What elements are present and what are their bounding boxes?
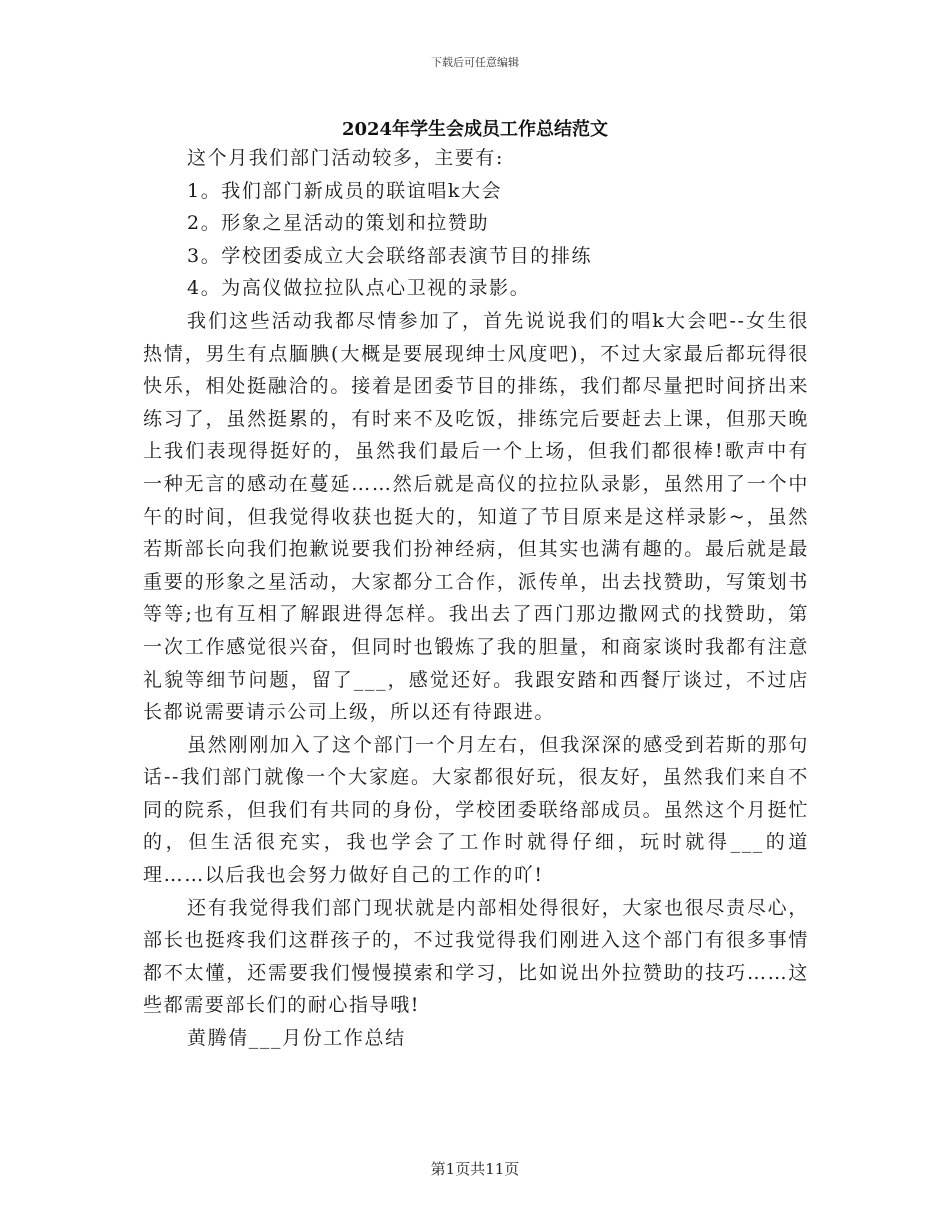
document-title: 2024年学生会成员工作总结范文 [341, 119, 609, 140]
page-header-note: 下载后可任意编辑 [431, 56, 519, 69]
status-paragraph: 还有我觉得我们部门现状就是内部相处得很好，大家也很尽责尽心，部长也挺疼我们这群孩子的，不过我觉得我们刚进入这个部门有很多事情都不太懂，还需要我们慢慢摸索和学习，比如说出外拉赞助的技巧……这些都需要部长们的耐心指导哦! [143, 896, 809, 1017]
list-item-1: 1。我们部门新成员的联谊唱k大会 [187, 179, 503, 202]
list-item-2: 2。形象之星活动的策划和拉赞助 [187, 212, 490, 235]
activities-paragraph: 我们这些活动我都尽情参加了，首先说说我们的唱k大会吧--女生很热情，男生有点腼腆(大概是要展现绅士风度吧)，不过大家最后都玩得很快乐，相处挺融洽的。接着是团委节目的排练，我们都尽量把时间挤出来练习了，虽然挺累的，有时来不及吃饭，排练完后要赶去上课，但那天晚上我们表现得挺好的，虽然我们最后一个上场，但我们都很棒!歌声中有一种无言的感动在蔓延……然后就是高仪的拉拉队录影，虽然用了一个中午的时间，但我觉得收获也挺大的，知道了节目原来是这样录影~，虽然若斯部长向我们抱歉说要我们扮神经病，但其实也满有趣的。最后就是最重要的形象之星活动，大家都分工合作，派传单，出去找赞助，写策划书等等;也有互相了解跟进得怎样。我出去了西门那边撒网式的找赞助，第一次工作感觉很兴奋，但同时也锻炼了我的胆量，和商家谈时我都有注意礼貌等细节问题，留了___，感觉还好。我跟安踏和西餐厅谈过，不过店长都说需要请示公司上级，所以还有待跟进。 [143, 309, 809, 724]
intro-paragraph: 这个月我们部门活动较多，主要有: [187, 147, 505, 169]
page-number: 第1页共11页 [430, 1160, 520, 1178]
list-item-3: 3。学校团委成立大会联络部表演节目的排练 [187, 244, 593, 267]
family-paragraph: 虽然刚刚加入了这个部门一个月左右，但我深深的感受到若斯的那句话--我们部门就像一个大家庭。大家都很好玩，很友好，虽然我们来自不同的院系，但我们有共同的身份，学校团委联络部成员。虽然这个月挺忙的，但生活很充实，我也学会了工作时就得仔细，玩时就得___的道理……以后我也会努力做好自己的工作的吖! [143, 733, 809, 887]
signature-line: 黄腾倩___月份工作总结 [187, 1027, 406, 1050]
list-item-4: 4。为高仪做拉拉队点心卫视的录影。 [187, 277, 531, 300]
document-body [143, 142, 809, 1055]
